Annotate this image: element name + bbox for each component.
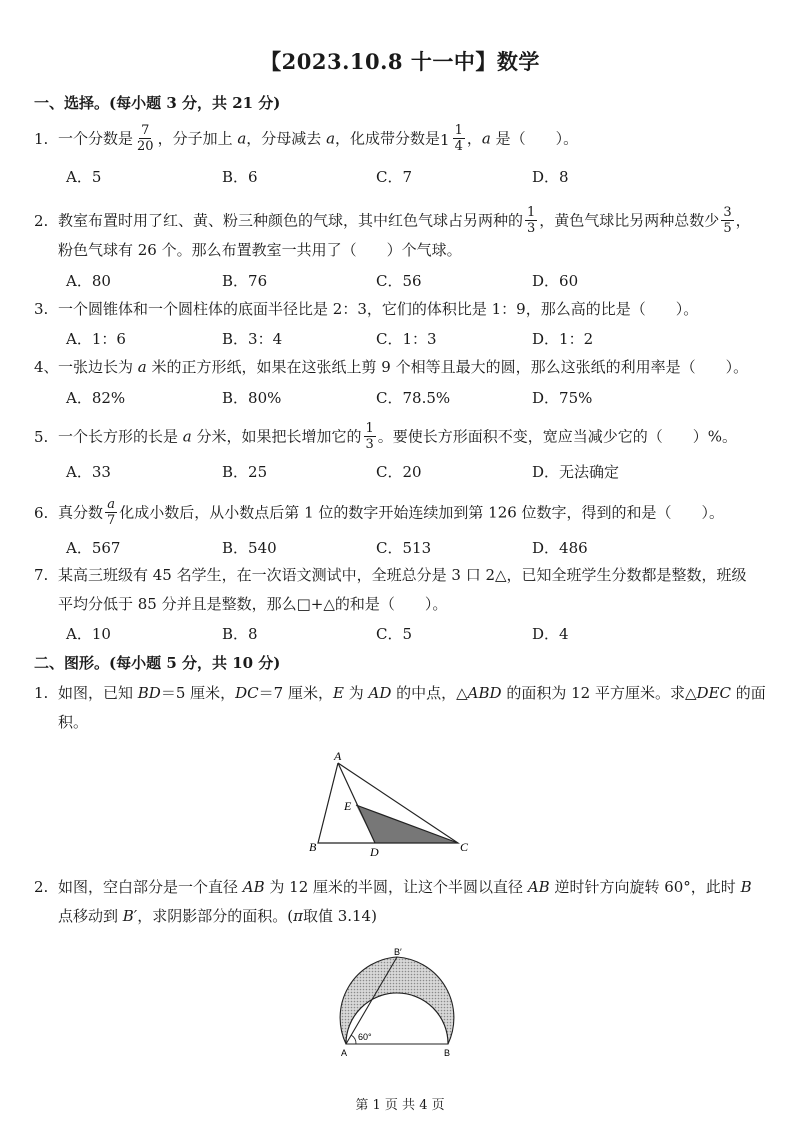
question-text: 一张边长为 bbox=[58, 358, 138, 376]
question-text: 的面积为 12 平方厘米。求△ bbox=[501, 684, 697, 702]
triangle-figure bbox=[300, 750, 490, 860]
option-d: D．4 bbox=[532, 625, 569, 643]
option-d: D．1：2 bbox=[532, 330, 594, 348]
question-text: 教室布置时用了红、黄、粉三种颜色的气球，其中红色气球占另两种的 bbox=[58, 211, 524, 230]
angle-label: 60° bbox=[358, 1032, 372, 1042]
variable: B bbox=[740, 878, 752, 896]
question-number: 3. bbox=[34, 300, 49, 318]
question-text: 如图，已知 bbox=[58, 684, 138, 702]
option-a: A．1：6 bbox=[66, 330, 126, 348]
label-a: A bbox=[341, 1048, 348, 1058]
question-text: 。要使长方形面积不变，宽应当减少它的（ ）%。 bbox=[377, 427, 738, 446]
option-d: D．无法确定 bbox=[532, 463, 620, 481]
question-text: ＝5 厘米， bbox=[160, 684, 236, 702]
variable: AB bbox=[527, 878, 550, 896]
fraction bbox=[721, 205, 733, 236]
question-number: 4、 bbox=[34, 358, 59, 376]
question-3 bbox=[34, 299, 698, 319]
variable: π bbox=[293, 907, 303, 925]
numerator: 1 bbox=[365, 421, 374, 436]
variable: a bbox=[237, 129, 247, 148]
question-text: ，黄色气球比另两种总数少 bbox=[539, 211, 720, 230]
variable: ABD bbox=[467, 684, 502, 702]
question-2 bbox=[34, 206, 751, 237]
option-b: B．8 bbox=[222, 625, 258, 643]
question-text: 如图，空白部分是一个直径 bbox=[58, 878, 243, 896]
option-b: B．3：4 bbox=[222, 330, 283, 348]
option-b: B．25 bbox=[222, 463, 268, 481]
question-text: 逆时针方向旋转 60°，此时 bbox=[549, 878, 741, 896]
option-a: A．567 bbox=[66, 539, 121, 557]
question-6 bbox=[34, 498, 724, 529]
numerator: a bbox=[107, 497, 116, 512]
variable: a bbox=[481, 129, 491, 148]
question-text: 为 bbox=[343, 684, 369, 702]
option-b: B．6 bbox=[222, 168, 258, 186]
question-text: ，分子加上 bbox=[157, 129, 238, 148]
section-1-heading: 一、选择。(每小题 3 分，共 21 分) bbox=[34, 94, 281, 112]
numerator: 7 bbox=[141, 123, 150, 138]
question-number: 2. bbox=[34, 878, 49, 896]
question-text: 某高三班级有 45 名学生，在一次语文测试中，全班总分是 3 口 2△，已知全班学生分数都是整数，班级 bbox=[58, 566, 747, 584]
fraction bbox=[364, 421, 376, 452]
denominator: 7 bbox=[107, 513, 116, 528]
variable: a bbox=[182, 427, 192, 446]
label-c: C bbox=[460, 840, 469, 854]
fraction bbox=[453, 123, 465, 154]
variable: a bbox=[326, 129, 336, 148]
denominator: 3 bbox=[527, 221, 536, 236]
question-2-line-2: 粉色气球有 26 个。那么布置教室一共用了（ ）个气球。 bbox=[58, 241, 462, 259]
variable: B′ bbox=[122, 907, 138, 925]
question-number: 6. bbox=[34, 503, 49, 522]
fraction bbox=[135, 123, 156, 154]
figure-question-1 bbox=[34, 683, 766, 703]
option-c: C．5 bbox=[376, 625, 413, 643]
mixed-number bbox=[440, 124, 467, 155]
variable: DEC bbox=[696, 684, 731, 702]
fraction bbox=[525, 205, 537, 236]
option-a: A．80 bbox=[66, 272, 111, 290]
denominator: 3 bbox=[365, 437, 374, 452]
question-text: 分米，如果把长增加它的 bbox=[191, 427, 362, 446]
question-number: 1. bbox=[34, 684, 49, 702]
question-text: 的面 bbox=[730, 684, 766, 702]
question-text: 是（ ）。 bbox=[490, 129, 579, 148]
option-d: D．8 bbox=[532, 168, 569, 186]
question-text: 取值 3.14) bbox=[302, 907, 377, 925]
option-c: C．20 bbox=[376, 463, 422, 481]
option-c: C．1：3 bbox=[376, 330, 437, 348]
option-d: D．60 bbox=[532, 272, 579, 290]
option-a: A．82% bbox=[66, 389, 126, 407]
numerator: 1 bbox=[527, 205, 536, 220]
question-1 bbox=[34, 124, 578, 155]
label-b: B bbox=[444, 1048, 451, 1058]
option-d: D．75% bbox=[532, 389, 593, 407]
whole-part: 1 bbox=[440, 130, 450, 149]
question-4 bbox=[34, 357, 748, 377]
question-text: ，化成带分数是 bbox=[335, 129, 441, 148]
question-text: 一个长方形的长是 bbox=[58, 427, 183, 446]
option-a: A．10 bbox=[66, 625, 111, 643]
page-title: 【2023.10.8 十一中】数学 bbox=[260, 49, 540, 74]
question-text: ，分母减去 bbox=[246, 129, 327, 148]
question-text: 化成小数后，从小数点后第 1 位的数字开始连续加到第 126 位数字，得到的和是（ ）。 bbox=[119, 503, 725, 522]
variable: a bbox=[137, 358, 147, 376]
option-c: C．78.5% bbox=[376, 389, 451, 407]
label-e: E bbox=[344, 799, 352, 813]
label-a: A bbox=[334, 750, 342, 763]
question-text: ， bbox=[466, 129, 482, 148]
question-text: 米的正方形纸，如果在这张纸上剪 9 个相等且最大的圆，那么这张纸的利用率是（ ）。 bbox=[146, 358, 749, 376]
label-b-prime: B′ bbox=[394, 947, 402, 957]
denominator: 20 bbox=[137, 139, 154, 154]
option-a: A．5 bbox=[66, 168, 102, 186]
page-footer: 第 1 页 共 4 页 bbox=[355, 1098, 445, 1113]
question-text: 点移动到 bbox=[58, 907, 123, 925]
variable: E bbox=[332, 684, 344, 702]
option-b: B．80% bbox=[222, 389, 282, 407]
question-text: 的中点，△ bbox=[391, 684, 468, 702]
option-c: C．513 bbox=[376, 539, 432, 557]
question-text: ，求阴影部分的面积。( bbox=[137, 907, 294, 925]
option-c: C．7 bbox=[376, 168, 413, 186]
fraction bbox=[105, 497, 117, 528]
question-text: ， bbox=[735, 211, 751, 230]
variable: AB bbox=[242, 878, 265, 896]
section-2-heading: 二、图形。(每小题 5 分，共 10 分) bbox=[34, 654, 281, 672]
question-text: 一个圆锥体和一个圆柱体的底面半径比是 2：3，它们的体积比是 1：9，那么高的比是（ ）。 bbox=[58, 300, 699, 318]
question-text: 为 12 厘米的半圆，让这个半圆以直径 bbox=[264, 878, 528, 896]
figure-question-2 bbox=[34, 877, 752, 897]
semicircle-figure bbox=[326, 946, 476, 1062]
option-b: B．540 bbox=[222, 539, 277, 557]
question-text: 一个分数是 bbox=[58, 129, 134, 148]
option-a: A．33 bbox=[66, 463, 111, 481]
label-d: D bbox=[370, 845, 379, 859]
question-number: 5. bbox=[34, 427, 49, 446]
question-number: 2. bbox=[34, 211, 49, 230]
label-b: B bbox=[309, 840, 317, 854]
variable: BD bbox=[137, 684, 161, 702]
question-5 bbox=[34, 422, 737, 453]
question-number: 7. bbox=[34, 566, 49, 584]
option-b: B．76 bbox=[222, 272, 268, 290]
question-text: ＝7 厘米， bbox=[258, 684, 333, 702]
variable: DC bbox=[235, 684, 259, 702]
question-7-line-2: 平均分低于 85 分并且是整数，那么□+△的和是（ ）。 bbox=[58, 595, 448, 613]
option-d: D．486 bbox=[532, 539, 588, 557]
denominator: 4 bbox=[454, 139, 463, 154]
figure-question-2-line-2 bbox=[58, 906, 377, 926]
denominator: 5 bbox=[723, 221, 732, 236]
numerator: 3 bbox=[723, 205, 732, 220]
numerator: 1 bbox=[454, 123, 463, 138]
variable: AD bbox=[368, 684, 392, 702]
option-c: C．56 bbox=[376, 272, 422, 290]
question-7 bbox=[34, 565, 747, 585]
figure-question-1-line-2: 积。 bbox=[58, 713, 89, 731]
question-text: 真分数 bbox=[58, 503, 104, 522]
question-number: 1. bbox=[34, 129, 49, 148]
